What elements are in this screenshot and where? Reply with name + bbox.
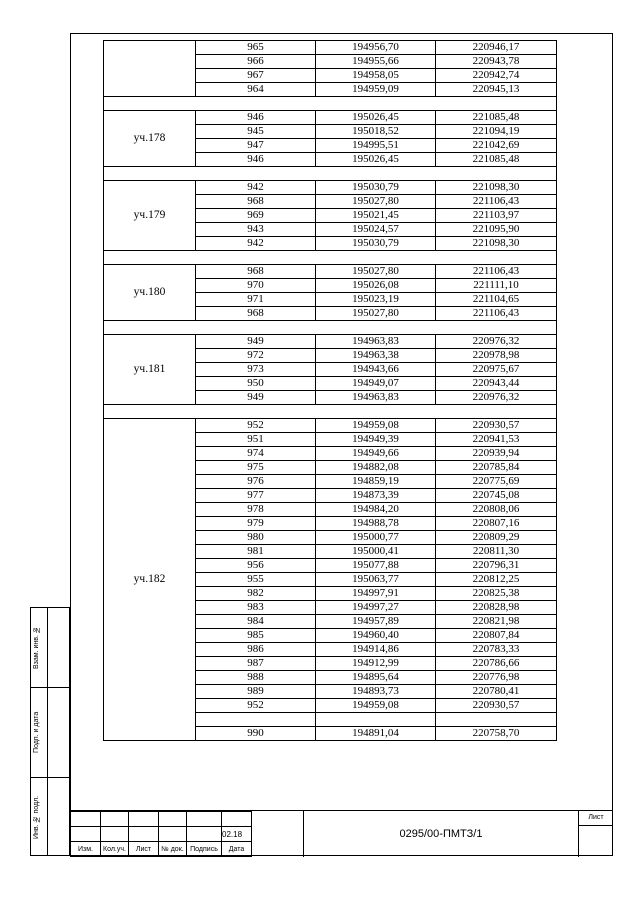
point-number-cell: 945: [196, 125, 316, 139]
y-coordinate-cell: 221098,30: [436, 181, 557, 195]
separator-cell: [104, 97, 557, 111]
point-number-cell: 968: [196, 265, 316, 279]
table-row: [104, 335, 557, 349]
point-number-cell: 988: [196, 671, 316, 685]
x-coordinate-cell: 195026,45: [316, 111, 436, 125]
x-coordinate-cell: 194995,51: [316, 139, 436, 153]
x-coordinate-cell: 195027,80: [316, 307, 436, 321]
point-number-cell: 950: [196, 377, 316, 391]
x-coordinate-cell: 195024,57: [316, 223, 436, 237]
separator-cell: [104, 251, 557, 265]
sheet-box: [579, 811, 613, 857]
x-coordinate-cell: 194963,38: [316, 349, 436, 363]
y-coordinate-cell: 220976,32: [436, 335, 557, 349]
y-coordinate-cell: 220809,29: [436, 531, 557, 545]
header-signature: Подпись: [187, 842, 222, 857]
group-separator: [104, 321, 557, 335]
y-coordinate-cell: 220783,33: [436, 643, 557, 657]
point-number-cell: 989: [196, 685, 316, 699]
point-number-cell: 949: [196, 391, 316, 405]
signature-date-label: Подп. и дата: [33, 711, 40, 753]
x-coordinate-cell: 194997,27: [316, 601, 436, 615]
y-coordinate-cell: 221103,97: [436, 209, 557, 223]
y-coordinate-cell: 220945,13: [436, 83, 557, 97]
point-number-cell: 964: [196, 83, 316, 97]
point-number-cell: 946: [196, 111, 316, 125]
x-coordinate-cell: 194963,83: [316, 391, 436, 405]
table-row: [104, 41, 557, 55]
y-coordinate-cell: 221095,90: [436, 223, 557, 237]
separator-cell: [104, 321, 557, 335]
point-number-cell: 943: [196, 223, 316, 237]
y-coordinate-cell: 220786,66: [436, 657, 557, 671]
table-row: [104, 111, 557, 125]
x-coordinate-cell: 194895,64: [316, 671, 436, 685]
date-cell: 02.18: [222, 827, 252, 842]
original-inventory-label: Инв. № подл.: [33, 795, 40, 839]
sheet-label: Лист: [579, 811, 613, 826]
point-number-cell: 972: [196, 349, 316, 363]
x-coordinate-cell: 195026,45: [316, 153, 436, 167]
point-number-cell: 942: [196, 181, 316, 195]
table-row: [104, 265, 557, 279]
y-coordinate-cell: 220943,78: [436, 55, 557, 69]
x-coordinate-cell: 194859,19: [316, 475, 436, 489]
replacement-inventory-label: Взам. инв. №: [33, 626, 40, 669]
y-coordinate-cell: 220780,41: [436, 685, 557, 699]
x-coordinate-cell: 194891,04: [316, 727, 436, 741]
x-coordinate-cell: 195000,77: [316, 531, 436, 545]
x-coordinate-cell: 194959,08: [316, 419, 436, 433]
point-number-cell: 983: [196, 601, 316, 615]
point-number-cell: 990: [196, 727, 316, 741]
y-coordinate-cell: 220828,98: [436, 601, 557, 615]
header-change: Изм.: [71, 842, 101, 857]
point-number-cell: 978: [196, 503, 316, 517]
x-coordinate-cell: 194957,89: [316, 615, 436, 629]
x-coordinate-cell: 194958,05: [316, 69, 436, 83]
parcel-label: уч.178: [104, 111, 196, 167]
point-number-cell: 985: [196, 629, 316, 643]
y-coordinate-cell: 220807,84: [436, 629, 557, 643]
point-number-cell: 969: [196, 209, 316, 223]
y-coordinate-cell: [436, 713, 557, 727]
point-number-cell: 956: [196, 559, 316, 573]
point-number-cell: 984: [196, 615, 316, 629]
x-coordinate-cell: 195023,19: [316, 293, 436, 307]
x-coordinate-cell: 195027,80: [316, 265, 436, 279]
x-coordinate-cell: 195030,79: [316, 237, 436, 251]
title-block: [70, 810, 613, 856]
point-number-cell: 987: [196, 657, 316, 671]
y-coordinate-cell: 220821,98: [436, 615, 557, 629]
y-coordinate-cell: 221085,48: [436, 111, 557, 125]
point-number-cell: 955: [196, 573, 316, 587]
x-coordinate-cell: 194943,66: [316, 363, 436, 377]
x-coordinate-cell: 195063,77: [316, 573, 436, 587]
y-coordinate-cell: 220745,08: [436, 489, 557, 503]
x-coordinate-cell: 194997,91: [316, 587, 436, 601]
parcel-label: уч.179: [104, 181, 196, 251]
header-doc-no: № док.: [159, 842, 187, 857]
x-coordinate-cell: 195027,80: [316, 195, 436, 209]
point-number-cell: 952: [196, 419, 316, 433]
point-number-cell: 974: [196, 447, 316, 461]
point-number-cell: 968: [196, 195, 316, 209]
point-number-cell: 949: [196, 335, 316, 349]
y-coordinate-cell: 220785,84: [436, 461, 557, 475]
table-row: [104, 181, 557, 195]
y-coordinate-cell: 220775,69: [436, 475, 557, 489]
point-number-cell: 979: [196, 517, 316, 531]
y-coordinate-cell: 220946,17: [436, 41, 557, 55]
point-number-cell: 967: [196, 69, 316, 83]
separator-cell: [104, 167, 557, 181]
point-number-cell: 986: [196, 643, 316, 657]
point-number-cell: 946: [196, 153, 316, 167]
y-coordinate-cell: 221106,43: [436, 265, 557, 279]
point-number-cell: 947: [196, 139, 316, 153]
group-separator: [104, 405, 557, 419]
y-coordinate-cell: 220978,98: [436, 349, 557, 363]
parcel-label: уч.181: [104, 335, 196, 405]
y-coordinate-cell: 221098,30: [436, 237, 557, 251]
x-coordinate-cell: 195077,88: [316, 559, 436, 573]
x-coordinate-cell: [316, 713, 436, 727]
left-margin-stamp: [30, 607, 70, 856]
x-coordinate-cell: 194988,78: [316, 517, 436, 531]
point-number-cell: [196, 713, 316, 727]
y-coordinate-cell: 220943,44: [436, 377, 557, 391]
point-number-cell: 942: [196, 237, 316, 251]
y-coordinate-cell: 220930,57: [436, 699, 557, 713]
y-coordinate-cell: 220825,38: [436, 587, 557, 601]
y-coordinate-cell: 220812,25: [436, 573, 557, 587]
y-coordinate-cell: 220758,70: [436, 727, 557, 741]
x-coordinate-cell: 195026,08: [316, 279, 436, 293]
x-coordinate-cell: 195030,79: [316, 181, 436, 195]
x-coordinate-cell: 194963,83: [316, 335, 436, 349]
point-number-cell: 971: [196, 293, 316, 307]
group-separator: [104, 167, 557, 181]
x-coordinate-cell: 194949,39: [316, 433, 436, 447]
x-coordinate-cell: 195018,52: [316, 125, 436, 139]
x-coordinate-cell: 194882,08: [316, 461, 436, 475]
coordinates-table: [103, 40, 557, 741]
point-number-cell: 975: [196, 461, 316, 475]
y-coordinate-cell: 221094,19: [436, 125, 557, 139]
y-coordinate-cell: 220976,32: [436, 391, 557, 405]
x-coordinate-cell: 194955,66: [316, 55, 436, 69]
y-coordinate-cell: 220796,31: [436, 559, 557, 573]
y-coordinate-cell: 220930,57: [436, 419, 557, 433]
group-separator: [104, 251, 557, 265]
point-number-cell: 970: [196, 279, 316, 293]
x-coordinate-cell: 194893,73: [316, 685, 436, 699]
y-coordinate-cell: 220808,06: [436, 503, 557, 517]
group-separator: [104, 97, 557, 111]
table-row: [104, 419, 557, 433]
point-number-cell: 952: [196, 699, 316, 713]
point-number-cell: 951: [196, 433, 316, 447]
point-number-cell: 977: [196, 489, 316, 503]
y-coordinate-cell: 221106,43: [436, 195, 557, 209]
y-coordinate-cell: 220975,67: [436, 363, 557, 377]
header-qty: Кол.уч.: [101, 842, 129, 857]
x-coordinate-cell: 194984,20: [316, 503, 436, 517]
point-number-cell: 976: [196, 475, 316, 489]
x-coordinate-cell: 194960,40: [316, 629, 436, 643]
point-number-cell: 966: [196, 55, 316, 69]
y-coordinate-cell: 220776,98: [436, 671, 557, 685]
revision-table: [70, 811, 252, 857]
point-number-cell: 980: [196, 531, 316, 545]
x-coordinate-cell: 194873,39: [316, 489, 436, 503]
parcel-label: уч.182: [104, 419, 196, 741]
point-number-cell: 982: [196, 587, 316, 601]
document-number: 0295/00-ПМТЗ/1: [303, 811, 579, 857]
y-coordinate-cell: 220939,94: [436, 447, 557, 461]
parcel-label: [104, 41, 196, 97]
y-coordinate-cell: 220807,16: [436, 517, 557, 531]
y-coordinate-cell: 221111,10: [436, 279, 557, 293]
parcel-label: уч.180: [104, 265, 196, 321]
point-number-cell: 973: [196, 363, 316, 377]
y-coordinate-cell: 221106,43: [436, 307, 557, 321]
point-number-cell: 965: [196, 41, 316, 55]
separator-cell: [104, 405, 557, 419]
point-number-cell: 981: [196, 545, 316, 559]
y-coordinate-cell: 221085,48: [436, 153, 557, 167]
point-number-cell: 968: [196, 307, 316, 321]
y-coordinate-cell: 221104,65: [436, 293, 557, 307]
header-sheet: Лист: [129, 842, 159, 857]
x-coordinate-cell: 194914,86: [316, 643, 436, 657]
x-coordinate-cell: 194912,99: [316, 657, 436, 671]
y-coordinate-cell: 221042,69: [436, 139, 557, 153]
y-coordinate-cell: 220941,53: [436, 433, 557, 447]
x-coordinate-cell: 194959,08: [316, 699, 436, 713]
x-coordinate-cell: 194949,07: [316, 377, 436, 391]
x-coordinate-cell: 195000,41: [316, 545, 436, 559]
x-coordinate-cell: 194956,70: [316, 41, 436, 55]
x-coordinate-cell: 194959,09: [316, 83, 436, 97]
x-coordinate-cell: 195021,45: [316, 209, 436, 223]
y-coordinate-cell: 220811,30: [436, 545, 557, 559]
y-coordinate-cell: 220942,74: [436, 69, 557, 83]
x-coordinate-cell: 194949,66: [316, 447, 436, 461]
header-date: Дата: [222, 842, 252, 857]
